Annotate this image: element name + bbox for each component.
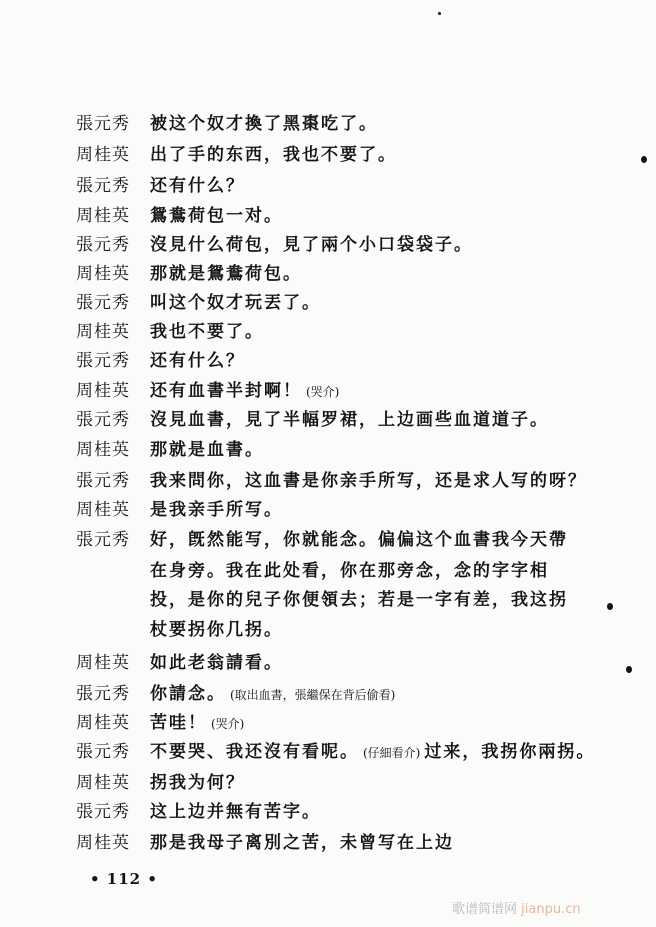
speaker-name: 張元秀	[76, 410, 130, 430]
stage-direction: (仔細看介)	[363, 746, 421, 760]
watermark-cn: 歌谱简谱网	[452, 902, 518, 917]
scan-speck	[607, 603, 613, 610]
speaker-name: 張元秀	[76, 293, 130, 313]
speaker-name: 張元秀	[76, 114, 130, 134]
speaker-name: 周桂英	[76, 381, 130, 401]
speech-text	[150, 712, 248, 735]
speech-segment: 投，是你的兒子你便領去；若是一字有差，我这拐	[150, 590, 568, 610]
speech-text	[150, 832, 454, 854]
speech-text	[150, 470, 587, 492]
speaker-name: 周桂英	[76, 653, 130, 673]
speech-text	[150, 652, 283, 674]
speech-segment: 叫这个奴才玩丟了。	[150, 293, 321, 313]
speaker-name: 周桂英	[76, 206, 130, 226]
speech-segment: 鴛鴦荷包一对。	[150, 206, 283, 226]
speech-text	[150, 350, 245, 372]
speech-text	[150, 321, 264, 343]
speech-text	[150, 380, 343, 403]
speech-segment: 在身旁。我在此处看，你在那旁念，念的字字相	[150, 561, 549, 581]
speech-segment: 不要哭、我还沒有看呢。	[150, 742, 359, 762]
speech-text	[150, 263, 302, 285]
speech-segment: 你請念。	[150, 684, 226, 704]
speaker-name: 周桂英	[76, 773, 130, 793]
speech-segment: 过来，我拐你兩拐。	[424, 742, 596, 762]
speech-segment: 那就是鴛鴦荷包。	[150, 264, 302, 284]
speaker-name: 周桂英	[76, 145, 130, 165]
page-number: • 112 •	[90, 870, 158, 888]
speech-segment: 苦哇！	[150, 713, 207, 733]
speech-text	[150, 113, 378, 135]
speech-segment: 好，旣然能写，你就能念。偏偏这个血書我今天帶	[150, 530, 568, 550]
speaker-name: 周桂英	[76, 500, 130, 520]
speaker-name: 張元秀	[76, 471, 130, 491]
speech-segment: 如此老翁請看。	[150, 653, 283, 673]
speech-segment: 还有血書半封啊！	[150, 381, 302, 401]
speech-segment: 沒見血書，見了半幅罗裙，上边画些血道道子。	[150, 410, 549, 430]
speaker-name: 周桂英	[76, 322, 130, 342]
speech-text	[150, 741, 595, 764]
speech-segment: 我也不要了。	[150, 322, 264, 342]
speech-segment: 杖要拐你几拐。	[150, 620, 283, 640]
speech-text	[150, 589, 568, 611]
speaker-name: 張元秀	[76, 530, 130, 550]
speaker-name: 張元秀	[76, 235, 130, 255]
speech-segment: 是我亲手所写。	[150, 500, 283, 520]
scan-speck	[438, 12, 441, 15]
speech-segment: 拐我为何？	[150, 773, 245, 793]
speaker-name: 張元秀	[76, 684, 130, 704]
speech-text	[150, 499, 283, 521]
speech-text	[150, 205, 283, 227]
speech-text	[150, 144, 397, 166]
speaker-name: 周桂英	[76, 713, 130, 733]
stage-direction: (哭介)	[211, 717, 245, 731]
speaker-name: 張元秀	[76, 742, 130, 762]
speech-segment: 被这个奴才換了黑棗吃了。	[150, 114, 378, 134]
speech-segment: 还有什么？	[150, 176, 245, 196]
speaker-name: 周桂英	[76, 440, 130, 460]
speech-text	[150, 292, 321, 314]
speech-segment: 还有什么？	[150, 351, 245, 371]
speech-text	[150, 560, 549, 582]
speech-segment: 这上边并無有苦字。	[150, 802, 321, 822]
watermark-site: jianpu.cn	[521, 902, 581, 917]
scan-speck	[641, 156, 647, 163]
speech-text	[150, 772, 245, 794]
speech-text	[150, 439, 264, 461]
speaker-name: 張元秀	[76, 176, 130, 196]
scan-speck	[626, 666, 632, 673]
stage-direction: (哭介)	[306, 385, 340, 399]
speech-text	[150, 234, 473, 256]
speech-text	[150, 409, 549, 431]
speech-text	[150, 529, 568, 551]
speech-text	[150, 801, 321, 823]
speaker-name: 周桂英	[76, 833, 130, 853]
speaker-name: 張元秀	[76, 802, 130, 822]
speaker-name: 張元秀	[76, 351, 130, 371]
speech-segment: 沒見什么荷包，見了兩个小口袋袋子。	[150, 235, 473, 255]
speech-text	[150, 175, 245, 197]
speech-segment: 那就是血書。	[150, 440, 264, 460]
speech-text	[150, 683, 399, 706]
stage-direction: (取出血書，張繼保在背后偷看)	[230, 688, 396, 702]
watermark	[452, 898, 581, 917]
speech-text	[150, 619, 283, 641]
speech-segment: 出了手的东西，我也不要了。	[150, 145, 397, 165]
speech-segment: 我来問你，这血書是你亲手所写，还是求人写的呀？	[150, 471, 587, 491]
speech-segment: 那是我母子离別之苦，未曾写在上边	[150, 833, 454, 853]
speaker-name: 周桂英	[76, 264, 130, 284]
